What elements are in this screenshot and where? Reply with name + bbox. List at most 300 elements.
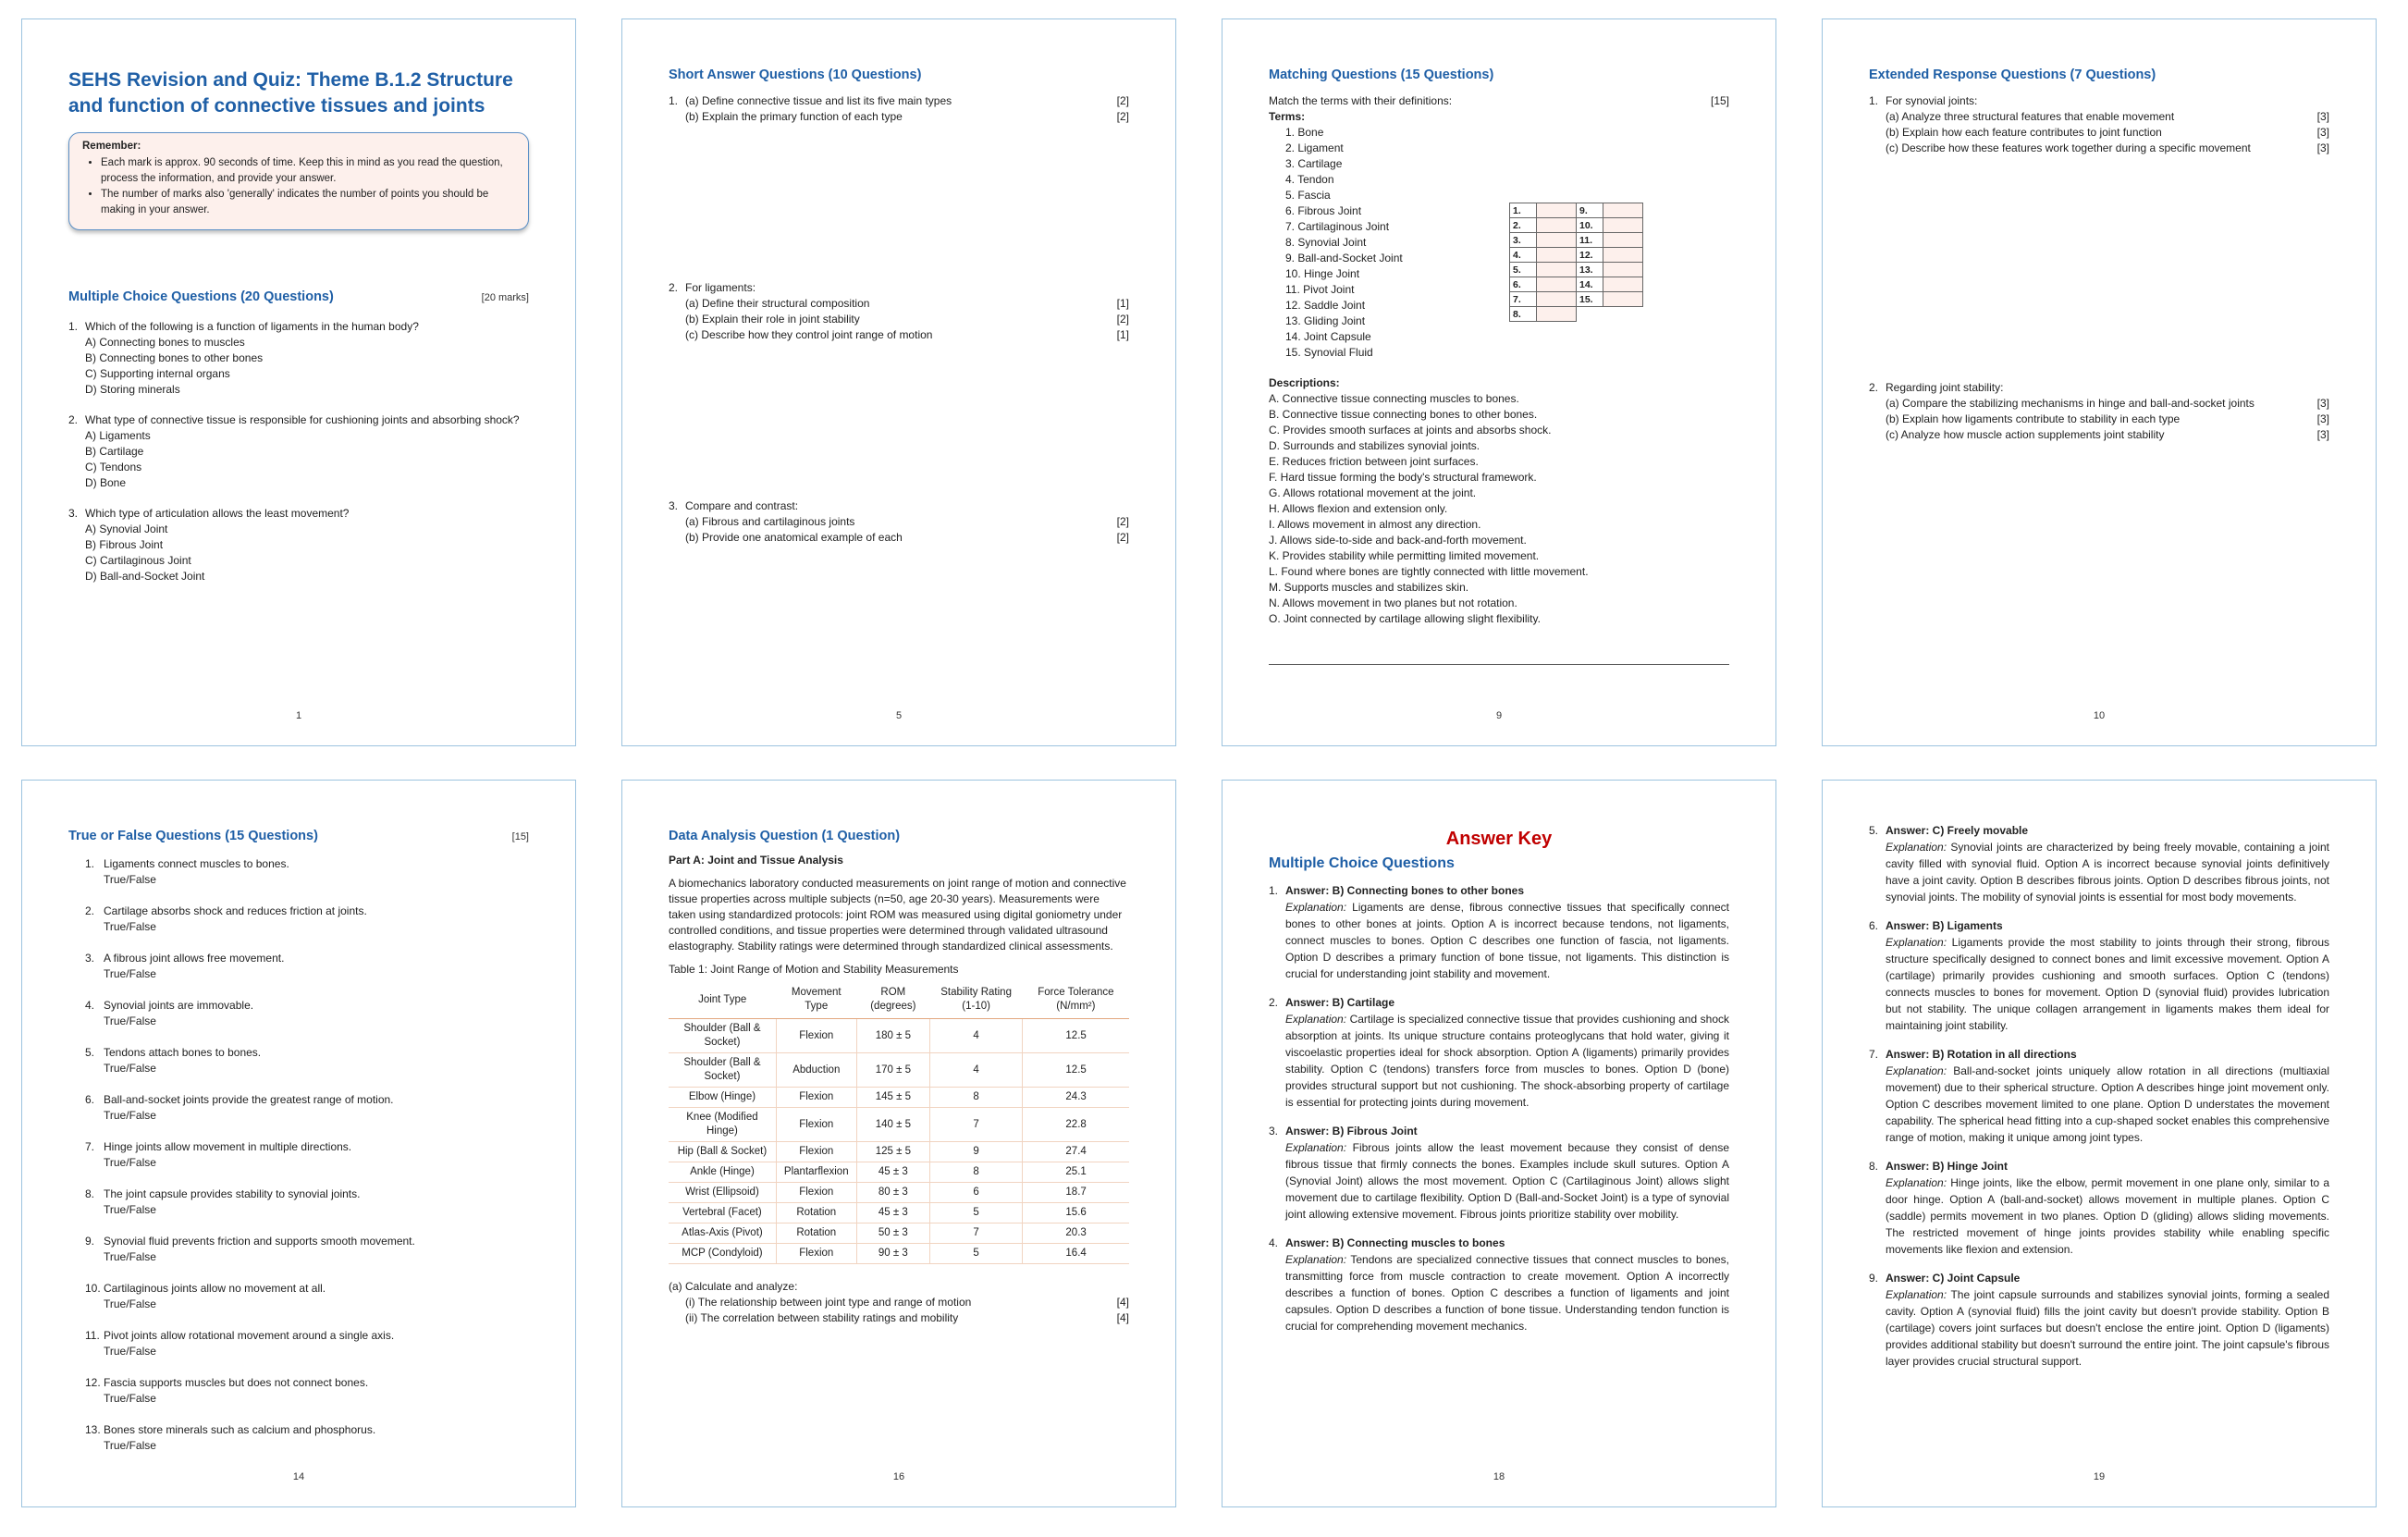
- section-title: Data Analysis Question (1 Question): [669, 829, 901, 843]
- table-cell: 12.5: [1023, 1019, 1129, 1053]
- table-cell: 5: [930, 1203, 1023, 1223]
- table-cell: Flexion: [776, 1108, 856, 1142]
- explanation: [1869, 1174, 2329, 1258]
- answer-text: Answer: B) Fibrous Joint: [1285, 1125, 1418, 1137]
- grid-number: 8.: [1510, 307, 1537, 322]
- answer-line: [1269, 995, 1729, 1011]
- part-text: (c) Describe how they control joint range of motion: [685, 328, 933, 341]
- explanation: [1269, 1251, 1729, 1334]
- description-item: N. Allows movement in two planes but not rotation.: [1269, 596, 1517, 609]
- part-text: (a) Define connective tissue and list its five main types: [685, 94, 952, 107]
- answer-number: 7.: [1869, 1048, 1879, 1061]
- question-number: 5.: [85, 1046, 95, 1059]
- term-item: 13. Gliding Joint: [1285, 314, 1366, 327]
- mcq-list: [68, 319, 529, 584]
- page-number: 14: [292, 1471, 305, 1482]
- question-text: A fibrous joint allows free movement.: [104, 952, 285, 965]
- page-10: [1822, 18, 2377, 746]
- question: [1869, 380, 2329, 443]
- explanation-label: Explanation:: [1886, 1288, 1947, 1301]
- question-number: 4.: [85, 999, 95, 1012]
- term-item: 4. Tendon: [1285, 173, 1334, 186]
- table-cell: 18.7: [1023, 1183, 1129, 1203]
- grid-number: 6.: [1510, 277, 1537, 292]
- answer-number: 2.: [1269, 996, 1279, 1009]
- question-line: [669, 498, 1129, 514]
- table-header: Movement Type: [776, 983, 856, 1019]
- question-part: [669, 514, 1129, 530]
- descriptions-list: [1269, 391, 1729, 627]
- task-text: (ii) The correlation between stability ratings and mobility: [685, 1311, 959, 1324]
- explanation-text: Hinge joints, like the elbow, permit movement in one plane only, similar to a door hinge. Option A (ball-and-socket) allows movement in multiple planes. Option C (saddle) permits movement in two planes. Option D (gliding) allows sliding movements. The restricted movement of hinge joints provides stability while enabling specific movements like flexion and extension.: [1886, 1176, 2329, 1256]
- question-number: 3.: [68, 507, 79, 520]
- table-cell: 22.8: [1023, 1108, 1129, 1142]
- answer-option: B) Fibrous Joint: [85, 538, 164, 551]
- grid-number: 5.: [1510, 263, 1537, 277]
- page-number: 18: [1493, 1471, 1505, 1482]
- answer-option: D) Ball-and-Socket Joint: [85, 570, 205, 583]
- explanation-text: The joint capsule surrounds and stabilizes synovial joints, forming a sealed cavity. Option A (synovial fluid) fills the joint cavity but doesn't provide stability. Option B (cartilage) covers joint surfaces but doesn't enclose the entire joint. Option D (ligaments) provides additional stability but doesn't surround the entire joint. The joint capsule's fibrous layer provides crucial structural support.: [1886, 1288, 2329, 1368]
- grid-row: [1510, 218, 1643, 233]
- table-cell: 8: [930, 1088, 1023, 1108]
- table-cell: 5: [930, 1244, 1023, 1264]
- table-cell: 45 ± 3: [856, 1162, 929, 1183]
- part-marks: [2]: [1116, 94, 1129, 107]
- tf-question: [85, 904, 529, 935]
- task-text: (i) The relationship between joint type and range of motion: [685, 1296, 972, 1309]
- true-false-label: True/False: [104, 1156, 156, 1169]
- question-text: Pivot joints allow rotational movement around a single axis.: [104, 1329, 395, 1342]
- answer-key-title: Answer Key: [1445, 829, 1553, 849]
- question-number: 7.: [85, 1140, 95, 1153]
- table-cell: Wrist (Ellipsoid): [669, 1183, 776, 1203]
- tf-question: [85, 1139, 529, 1171]
- part-title: Part A: Joint and Tissue Analysis: [669, 854, 843, 867]
- answer-grid: [1509, 203, 1643, 322]
- answer-blank: [1603, 277, 1643, 292]
- answer-blank: [1603, 233, 1643, 248]
- grid-number: 3.: [1510, 233, 1537, 248]
- answer-number: 1.: [1269, 884, 1279, 897]
- question: [669, 93, 1129, 125]
- table-cell: Abduction: [776, 1053, 856, 1088]
- table-cell: 170 ± 5: [856, 1053, 929, 1088]
- question-line: [1869, 380, 2329, 396]
- question-text: Hinge joints allow movement in multiple directions.: [104, 1140, 352, 1153]
- answer-option: A) Synovial Joint: [85, 523, 168, 535]
- table-cell: 80 ± 3: [856, 1183, 929, 1203]
- term-item: 11. Pivot Joint: [1285, 283, 1355, 296]
- explanation-text: Ball-and-socket joints uniquely allow rotation in all directions (multiaxial movement) due to their spherical structure. Option A describes hinge joint movement only. Option C describes movement limited to one plane. Option D understates the movement capability. The spherical head fitting into a cup-shaped socket enables this comprehensive range of motion, making it unique among joint types.: [1886, 1064, 2329, 1144]
- part-text: (b) Provide one anatomical example of each: [685, 531, 903, 544]
- answer-blank: [1537, 218, 1577, 233]
- question-text: Cartilaginous joints allow no movement at all.: [104, 1282, 326, 1295]
- answer-number: 5.: [1869, 824, 1879, 837]
- question-number: 9.: [85, 1235, 95, 1248]
- true-false-label: True/False: [104, 1250, 156, 1263]
- answer-blank: [1537, 263, 1577, 277]
- mcq-section-header: [68, 289, 529, 304]
- question-part: [1869, 141, 2329, 156]
- question-number: 8.: [85, 1187, 95, 1200]
- page-16: [621, 780, 1176, 1507]
- answer-entry: [1269, 995, 1729, 1111]
- table-cell: 45 ± 3: [856, 1203, 929, 1223]
- question-text: For synovial joints:: [1886, 94, 1978, 107]
- remember-item: • The number of marks also 'generally' indicates the number of points you should be making in your answer.: [101, 187, 515, 218]
- question-line: [85, 998, 529, 1014]
- explanation-label: Explanation:: [1285, 1013, 1347, 1026]
- true-false-label: True/False: [104, 1297, 156, 1310]
- table-cell: Hip (Ball & Socket): [669, 1142, 776, 1162]
- description-item: K. Provides stability while permitting limited movement.: [1269, 549, 1540, 562]
- section-title: Extended Response Questions (7 Questions): [1869, 68, 2156, 82]
- description-item: H. Allows flexion and extension only.: [1269, 502, 1448, 515]
- data-intro: A biomechanics laboratory conducted measurements on joint range of motion and connective tissue properties across multiple subjects (n=50, age 20-30 years). Measurements were taken using standardized protocols: joint ROM was measured using digital goniometry under controlled conditions, and tissue properties were determined through validated ultrasound elastography. Stability ratings were determined through standardized clinical assessments.: [669, 877, 1126, 953]
- page-number: 1: [295, 710, 302, 721]
- true-false-label: True/False: [104, 1439, 156, 1452]
- answer-entry: [1269, 1124, 1729, 1223]
- question-text: Ligaments connect muscles to bones.: [104, 857, 289, 870]
- answer-entry: [1269, 883, 1729, 982]
- true-false-label: True/False: [104, 1203, 156, 1216]
- table-caption: Table 1: Joint Range of Motion and Stability Measurements: [669, 963, 959, 976]
- true-false-list: [68, 856, 529, 1454]
- description-item: M. Supports muscles and stabilizes skin.: [1269, 581, 1469, 594]
- page-number: 16: [892, 1471, 905, 1482]
- table-cell: 6: [930, 1183, 1023, 1203]
- table-cell: 8: [930, 1162, 1023, 1183]
- task-item: [669, 1310, 1129, 1326]
- table-row: [669, 1108, 1129, 1142]
- explanation-text: Ligaments provide the most stability to joints through their strong, fibrous structure specifically designed to connect bones and limit excessive movement. Option A (cartilage) primarily provides cushioning and smooth surfaces. Option C (tendons) connects muscles to bones for movement. Option D (synovial fluid) provides lubrication but not stability. The unique collagen arrangement in ligaments makes them ideal for maintaining joint stability.: [1886, 936, 2329, 1032]
- question-part: [1869, 427, 2329, 443]
- explanation: [1269, 1139, 1729, 1223]
- part-marks: [3]: [2316, 428, 2329, 441]
- part-marks: [2]: [1116, 515, 1129, 528]
- table-cell: Flexion: [776, 1142, 856, 1162]
- answer-number: 9.: [1869, 1272, 1879, 1285]
- answer-blank: [1603, 203, 1643, 218]
- table-cell: Elbow (Hinge): [669, 1088, 776, 1108]
- table-cell: 50 ± 3: [856, 1223, 929, 1244]
- extended-response-list: [1869, 93, 2329, 443]
- part-marks: [3]: [2316, 126, 2329, 139]
- task-marks: [4]: [1116, 1296, 1129, 1309]
- explanation-text: Ligaments are dense, fibrous connective tissues that specifically connect bones to other bones at joints. Option A is incorrect because tendons, not ligaments, connect muscles to bones. Option C describes one function of fascia, not ligaments. Option D describes a primary function of bone tissue, not ligaments. This distinction is crucial for understanding joint stability and movement.: [1285, 901, 1729, 980]
- question-number: 1.: [669, 94, 679, 107]
- part-text: (c) Describe how these features work together during a specific movement: [1886, 141, 2251, 154]
- explanation-text: Synovial joints are characterized by being freely movable, containing a joint cavity filled with synovial fluid. Option A is incorrect because synovial joints definitively have a joint cavity. Option B describes fibrous joints. Option D describes fibrous joints, not synovial joints. The mobility of synovial joints is essential for most body movements.: [1886, 841, 2329, 904]
- part-text: (b) Explain how each feature contributes to joint function: [1886, 126, 2162, 139]
- answer-option: D) Bone: [85, 476, 127, 489]
- description-item: A. Connective tissue connecting muscles to bones.: [1269, 392, 1519, 405]
- answer-number: 4.: [1269, 1236, 1279, 1249]
- answer-option: C) Tendons: [85, 461, 142, 473]
- true-false-label: True/False: [104, 1392, 156, 1405]
- explanation-text: Tendons are specialized connective tissues that connect muscles to bones, transmitting force from muscle contraction to create movement. Option A incorrectly describes a function of bones. Option C describes a function of ligaments and joint capsules. Option D describes a function of bone tissue. Understanding tendon function is crucial for comprehending movement mechanics.: [1285, 1253, 1729, 1333]
- table-cell: 15.6: [1023, 1203, 1129, 1223]
- question-part: [669, 296, 1129, 312]
- true-false-label: True/False: [104, 1109, 156, 1122]
- question-text: Which of the following is a function of ligaments in the human body?: [85, 320, 419, 333]
- question: [669, 498, 1129, 546]
- answer-text: Answer: B) Connecting muscles to bones: [1285, 1236, 1505, 1249]
- task-item: [669, 1295, 1129, 1310]
- question-line: [85, 1187, 529, 1202]
- table-cell: 16.4: [1023, 1244, 1129, 1264]
- answer-line: [1869, 918, 2329, 934]
- description-item: G. Allows rotational movement at the joint.: [1269, 486, 1477, 499]
- question-part: [669, 530, 1129, 546]
- table-cell: 7: [930, 1108, 1023, 1142]
- question: [68, 319, 529, 398]
- term-item: 9. Ball-and-Socket Joint: [1285, 252, 1403, 264]
- grid-row: [1510, 203, 1643, 218]
- table-cell: 145 ± 5: [856, 1088, 929, 1108]
- terms-label: Terms:: [1269, 110, 1306, 123]
- answer-blank: [1537, 292, 1577, 307]
- answer-line: [1269, 883, 1729, 899]
- term-item: 8. Synovial Joint: [1285, 236, 1367, 249]
- question-part: [669, 93, 1129, 109]
- answer-list: [1269, 883, 1729, 1334]
- question-text: Bones store minerals such as calcium and phosphorus.: [104, 1423, 376, 1436]
- question-text: Regarding joint stability:: [1886, 381, 2004, 394]
- description-item: B. Connective tissue connecting bones to other bones.: [1269, 408, 1538, 421]
- question-text: Synovial fluid prevents friction and supports smooth movement.: [104, 1235, 415, 1248]
- question-text: Cartilage absorbs shock and reduces friction at joints.: [104, 904, 367, 917]
- question-number: 11.: [85, 1329, 100, 1342]
- grid-row: [1510, 292, 1643, 307]
- explanation-label: Explanation:: [1886, 1064, 1947, 1077]
- page-number: 10: [2093, 710, 2106, 721]
- explanation-label: Explanation:: [1285, 901, 1347, 914]
- table-header: ROM (degrees): [856, 983, 929, 1019]
- part-text: (b) Explain how ligaments contribute to stability in each type: [1886, 412, 2181, 425]
- question-text: For ligaments:: [685, 281, 756, 294]
- answer-blank: [1603, 248, 1643, 263]
- term-item: 5. Fascia: [1285, 189, 1331, 202]
- question-number: 2.: [1869, 381, 1879, 394]
- answer-line: [1869, 1271, 2329, 1286]
- description-item: O. Joint connected by cartilage allowing slight flexibility.: [1269, 612, 1541, 625]
- question-line: [85, 1234, 529, 1249]
- explanation-label: Explanation:: [1285, 1141, 1347, 1154]
- task-list: [669, 1295, 1129, 1326]
- question-line: [68, 506, 529, 522]
- answer-entry: [1869, 918, 2329, 1034]
- tf-question: [85, 1422, 529, 1454]
- table-cell: Rotation: [776, 1203, 856, 1223]
- answer-entry: [1869, 1271, 2329, 1370]
- answer-text: Answer: B) Connecting bones to other bones: [1285, 884, 1525, 897]
- table-cell: Knee (Modified Hinge): [669, 1108, 776, 1142]
- answer-number: 6.: [1869, 919, 1879, 932]
- part-marks: [3]: [2316, 141, 2329, 154]
- term-item: 10. Hinge Joint: [1285, 267, 1360, 280]
- tf-question: [85, 1375, 529, 1407]
- question-number: 13.: [85, 1423, 101, 1436]
- description-item: I. Allows movement in almost any direction.: [1269, 518, 1481, 531]
- table-row: [669, 1019, 1129, 1053]
- page-number: 19: [2093, 1471, 2106, 1482]
- table-cell: Atlas-Axis (Pivot): [669, 1223, 776, 1244]
- answer-blank: [1537, 307, 1577, 322]
- page-1: [21, 18, 576, 746]
- section-marks: [20 marks]: [481, 292, 529, 303]
- table-cell: 27.4: [1023, 1142, 1129, 1162]
- answer-text: Answer: B) Rotation in all directions: [1886, 1048, 2077, 1061]
- question-line: [85, 1422, 529, 1438]
- answer-entry: [1869, 1159, 2329, 1258]
- matching-instruction: Match the terms with their definitions:: [1269, 94, 1453, 107]
- answer-option: C) Cartilaginous Joint: [85, 554, 191, 567]
- answer-line: [1269, 1124, 1729, 1139]
- answer-blank: [1603, 292, 1643, 307]
- part-text: (a) Define their structural composition: [685, 297, 870, 310]
- question-text: Ball-and-socket joints provide the greatest range of motion.: [104, 1093, 394, 1106]
- descriptions-label: Descriptions:: [1269, 376, 1340, 389]
- question-number: 2.: [85, 904, 95, 917]
- description-item: F. Hard tissue forming the body's structural framework.: [1269, 471, 1537, 484]
- page-9: [1222, 18, 1776, 746]
- question: [68, 506, 529, 584]
- true-false-label: True/False: [104, 967, 156, 980]
- question-line: [85, 904, 529, 919]
- answer-number: 3.: [1269, 1125, 1279, 1137]
- section-title: Multiple Choice Questions (20 Questions): [68, 289, 334, 304]
- remember-list: [82, 155, 515, 218]
- table-cell: Flexion: [776, 1183, 856, 1203]
- question-text: The joint capsule provides stability to synovial joints.: [104, 1187, 361, 1200]
- page-14: [21, 780, 576, 1507]
- table-cell: Shoulder (Ball & Socket): [669, 1019, 776, 1053]
- matching-marks: [15]: [1710, 94, 1729, 107]
- grid-row: [1510, 277, 1643, 292]
- table-cell: 125 ± 5: [856, 1142, 929, 1162]
- explanation-label: Explanation:: [1886, 1176, 1947, 1189]
- table-cell: 25.1: [1023, 1162, 1129, 1183]
- question-line: [85, 1328, 529, 1344]
- question-number: 1.: [85, 857, 95, 870]
- part-text: (c) Analyze how muscle action supplements joint stability: [1886, 428, 2165, 441]
- true-false-label: True/False: [104, 1062, 156, 1075]
- table-row: [669, 1142, 1129, 1162]
- term-item: 2. Ligament: [1285, 141, 1344, 154]
- question: [669, 280, 1129, 343]
- question-line: [669, 280, 1129, 296]
- remember-box: [68, 132, 529, 230]
- table-cell: 7: [930, 1223, 1023, 1244]
- part-text: (a) Fibrous and cartilaginous joints: [685, 515, 855, 528]
- tf-question: [85, 1328, 529, 1359]
- terms-list: [1269, 125, 1729, 361]
- question-part: [1869, 396, 2329, 412]
- table-cell: 24.3: [1023, 1088, 1129, 1108]
- table-cell: 12.5: [1023, 1053, 1129, 1088]
- answer-blank: [1537, 248, 1577, 263]
- tf-section-header: [68, 829, 529, 843]
- grid-row: [1510, 233, 1643, 248]
- table-header: Joint Type: [669, 983, 776, 1019]
- section-title: Short Answer Questions (10 Questions): [669, 68, 922, 82]
- page-5: [621, 18, 1176, 746]
- answer-line: [1269, 1236, 1729, 1251]
- answer-text: Answer: B) Ligaments: [1886, 919, 2003, 932]
- grid-number: 1.: [1510, 203, 1537, 218]
- part-marks: [2]: [1116, 313, 1129, 326]
- tf-question: [85, 1092, 529, 1124]
- explanation: [1269, 899, 1729, 982]
- question-text: Fascia supports muscles but does not connect bones.: [104, 1376, 369, 1389]
- answer-blank: [1537, 233, 1577, 248]
- grid-row: [1510, 248, 1643, 263]
- part-marks: [2]: [1116, 110, 1129, 123]
- term-item: 7. Cartilaginous Joint: [1285, 220, 1390, 233]
- description-item: J. Allows side-to-side and back-and-forth movement.: [1269, 534, 1527, 547]
- explanation: [1869, 934, 2329, 1034]
- question-part: [669, 109, 1129, 125]
- table-cell: 9: [930, 1142, 1023, 1162]
- page-number: 9: [1495, 710, 1503, 721]
- answer-option: C) Supporting internal organs: [85, 367, 230, 380]
- tf-question: [85, 1234, 529, 1265]
- question-number: 1.: [68, 320, 79, 333]
- question-number: 3.: [669, 499, 679, 512]
- part-marks: [3]: [2316, 397, 2329, 410]
- answer-entry: [1269, 1236, 1729, 1334]
- part-marks: [3]: [2316, 412, 2329, 425]
- true-false-label: True/False: [104, 1345, 156, 1358]
- question-part: [1869, 125, 2329, 141]
- question-text: Tendons attach bones to bones.: [104, 1046, 262, 1059]
- divider: [1269, 664, 1729, 665]
- question-number: 12.: [85, 1376, 101, 1389]
- table-cell: MCP (Condyloid): [669, 1244, 776, 1264]
- part-text: (b) Explain their role in joint stability: [685, 313, 860, 326]
- tf-question: [85, 1045, 529, 1076]
- table-cell: Flexion: [776, 1019, 856, 1053]
- table-cell: 4: [930, 1053, 1023, 1088]
- explanation: [1869, 1063, 2329, 1146]
- question-number: 1.: [1869, 94, 1879, 107]
- part-text: (a) Compare the stabilizing mechanisms in hinge and ball-and-socket joints: [1886, 397, 2254, 410]
- question-line: [1869, 93, 2329, 109]
- remember-title: Remember:: [82, 141, 141, 152]
- table-row: [669, 1183, 1129, 1203]
- question-part: [1869, 412, 2329, 427]
- table-cell: Flexion: [776, 1244, 856, 1264]
- grid-number: 2.: [1510, 218, 1537, 233]
- table-row: [669, 1203, 1129, 1223]
- question-line: [85, 1375, 529, 1391]
- question-part: [1869, 109, 2329, 125]
- section-title: Multiple Choice Questions: [1269, 855, 1455, 871]
- table-cell: 90 ± 3: [856, 1244, 929, 1264]
- answer-line: [1869, 1159, 2329, 1174]
- answer-line: [1869, 1047, 2329, 1063]
- part-marks: [3]: [2316, 110, 2329, 123]
- table-cell: 20.3: [1023, 1223, 1129, 1244]
- table-cell: 140 ± 5: [856, 1108, 929, 1142]
- task-label: (a) Calculate and analyze:: [669, 1280, 798, 1293]
- question-line: [68, 319, 529, 335]
- explanation-label: Explanation:: [1285, 1253, 1347, 1266]
- section-marks: [15]: [511, 831, 529, 842]
- description-item: E. Reduces friction between joint surfaces.: [1269, 455, 1479, 468]
- section-title: True or False Questions (15 Questions): [68, 829, 318, 843]
